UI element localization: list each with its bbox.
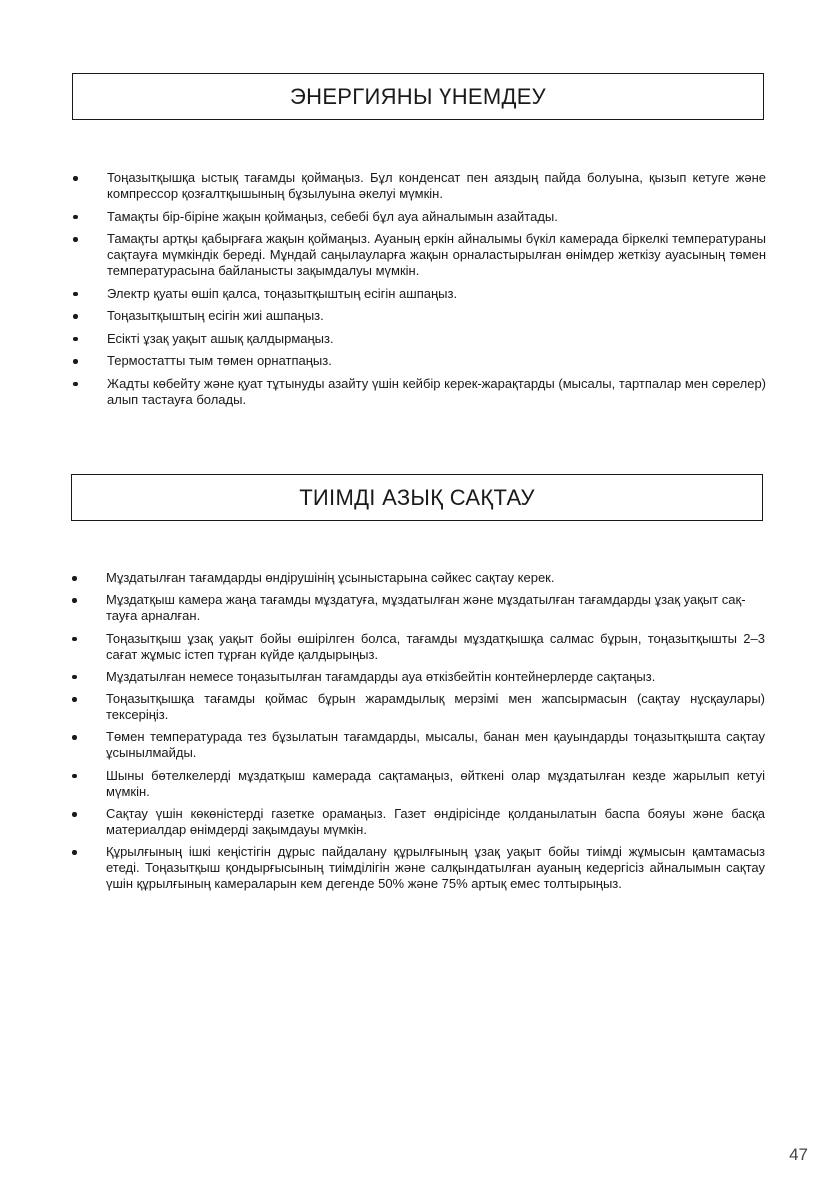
section-title-box-food-storage — [71, 474, 763, 521]
list-item: Тоңазытқыштың есігін жиі ашпаңыз. — [72, 308, 766, 324]
list-item: Электр қуаты өшіп қалса, тоңазытқыштың есігін ашпаңыз. — [72, 286, 766, 302]
list-item: Мұздатылған тағамдарды өндірушінің ұсыныстарына сәйкес сақтау керек. — [71, 570, 765, 586]
list-item: Жадты көбейту және қуат тұтынуды азайту үшін кейбір керек-жарақтарды (мысалы, тартпалар мен сөрелер) алып тастауға болады. — [72, 376, 766, 408]
list-item: Тамақты артқы қабырғаға жақын қоймаңыз. Ауаның еркін айналымы бүкіл камерада біркелкі температураны сақтауға мүмкіндік береді. Мұндай саңылауларға жақын орналастырылған өнімдер жеткізу ауасының төмен температурасына байланысты зақымдалуы мүмкін. — [72, 231, 766, 279]
page-number: 47 — [789, 1145, 808, 1164]
list-item: Тамақты бір-біріне жақын қоймаңыз, себебі бұл ауа айналымын азайтады. — [72, 209, 766, 225]
list-item: Сақтау үшін көкөністерді газетке орамаңыз. Газет өндірісінде қолданылатын баспа бояуы және басқа материалдар өнімдерді зақымдауы мүмкін. — [71, 806, 765, 838]
section-title-energy: ЭНЕРГИЯНЫ ҮНЕМДЕУ — [290, 83, 546, 109]
list-item: Тоңазытқыш ұзақ уақыт бойы өшірілген болса, тағамды мұздатқышқа салмас бұрын, тоңазытқышты 2–3 сағат жұмыс істеп тұрған күйде қалдырыңыз. — [71, 631, 765, 663]
list-item: Мұздатқыш камера жаңа тағамды мұздатуға, мұздатылған және мұздатылған тағамдарды ұзақ уақыт сақ- тауға арналған. — [71, 592, 765, 624]
energy-saving-list — [72, 170, 766, 414]
list-item: Мұздатылған немесе тоңазытылған тағамдарды ауа өткізбейтін контейнерлерде сақтаңыз. — [71, 669, 765, 685]
section-title-box-energy — [72, 73, 764, 120]
list-item: Есікті ұзақ уақыт ашық қалдырмаңыз. — [72, 331, 766, 347]
list-item: Құрылғының ішкі кеңістігін дұрыс пайдалану құрылғының ұзақ уақыт бойы тиімді жұмысын қамтамасыз етеді. Тоңазытқыш қондырғысының тиімділігін және салқындатылған ауаның кедергісіз айналымын сақтау үшін құрылғының камераларын кем дегенде 50% және 75% артық емес толтырыңыз. — [71, 844, 765, 892]
list-item: Төмен температурада тез бұзылатын тағамдарды, мысалы, банан мен қауындарды тоңазытқышта сақтау ұсынылмайды. — [71, 729, 765, 761]
list-item: Тоңазытқышқа ыстық тағамды қоймаңыз. Бұл конденсат пен аяздың пайда болуына, қызып кетуге және компрессор қозғалтқышының бұзылуына әкелуі мүмкін. — [72, 170, 766, 202]
food-storage-list — [71, 570, 765, 899]
list-item: Шыны бөтелкелерді мұздатқыш камерада сақтамаңыз, өйткені олар мұздатылған кезде жарылып кетуі мүмкін. — [71, 768, 765, 800]
list-item: Термостатты тым төмен орнатпаңыз. — [72, 353, 766, 369]
list-item: Тоңазытқышқа тағамды қоймас бұрын жарамдылық мерзімі мен жапсырмасын (сақтау нұсқаулары) тексеріңіз. — [71, 691, 765, 723]
section-title-food-storage: ТИІМДІ АЗЫҚ САҚТАУ — [299, 484, 535, 510]
